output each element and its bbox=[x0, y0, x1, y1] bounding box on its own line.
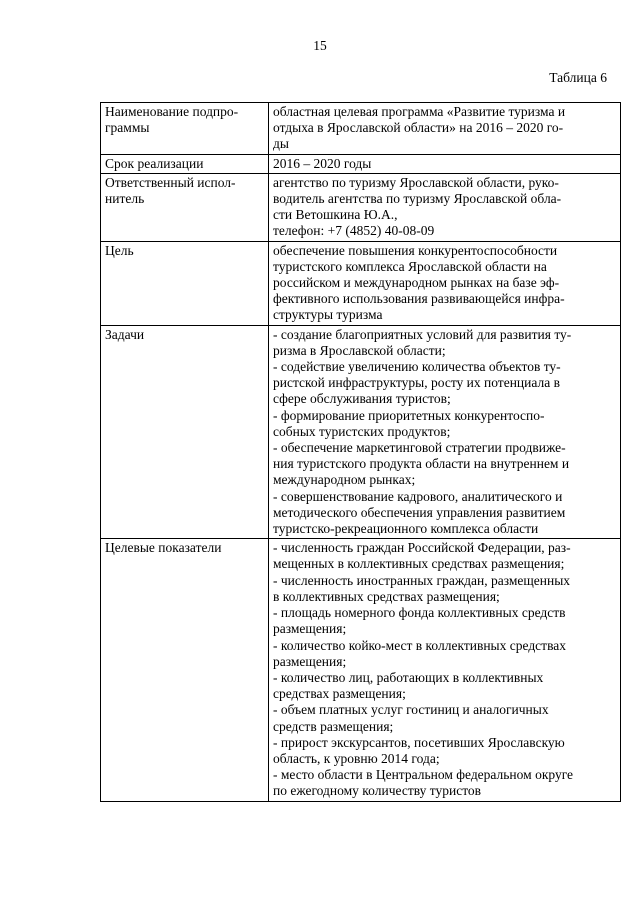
value-line: - создание благоприятных условий для развития ту- bbox=[273, 326, 572, 342]
value-line: область, к уровню 2014 года; bbox=[273, 750, 440, 766]
value-line: областная целевая программа «Развитие туризма и bbox=[273, 104, 566, 119]
row-value bbox=[269, 173, 621, 241]
value-line: - количество лиц, работающих в коллективных bbox=[273, 669, 544, 685]
value-line: средств размещения; bbox=[273, 718, 394, 734]
row-label: Срок реализации bbox=[101, 154, 269, 173]
value-line: - прирост экскурсантов, посетивших Ярославскую bbox=[273, 734, 565, 750]
value-line: - объем платных услуг гостиниц и аналогичных bbox=[273, 702, 549, 718]
value-line: собных туристских продуктов; bbox=[273, 423, 451, 439]
value-line: - формирование приоритетных конкурентоспо- bbox=[273, 407, 545, 423]
row-label: Целевые показатели bbox=[101, 539, 269, 801]
value-line: размещения; bbox=[273, 621, 347, 637]
table-row bbox=[101, 173, 621, 241]
value-line: сти Ветошкина Ю.А., bbox=[273, 207, 398, 223]
value-line: - численность иностранных граждан, размещенных bbox=[273, 572, 571, 588]
row-label: Наименование подпро-граммы bbox=[101, 103, 269, 155]
table-row bbox=[101, 325, 621, 539]
row-value bbox=[269, 539, 621, 801]
row-value bbox=[269, 325, 621, 539]
row-value bbox=[269, 154, 621, 173]
table-row bbox=[101, 154, 621, 173]
value-line: водитель агентства по туризму Ярославской обла- bbox=[273, 191, 562, 207]
value-line: туристско-рекреационного комплекса области bbox=[273, 521, 539, 537]
table-row bbox=[101, 241, 621, 325]
value-line: ния туристского продукта области на внутреннем и bbox=[273, 456, 570, 472]
row-label: Задачи bbox=[101, 325, 269, 539]
value-line: по ежегодному количеству туристов bbox=[273, 783, 482, 799]
value-line: - площадь номерного фонда коллективных средств bbox=[273, 605, 566, 621]
value-line: в коллективных средствах размещения; bbox=[273, 588, 500, 604]
table-caption: Таблица 6 bbox=[549, 70, 607, 85]
value-line: международном рынках; bbox=[273, 472, 416, 488]
value-line: сфере обслуживания туристов; bbox=[273, 391, 451, 407]
value-line: ризма в Ярославской области; bbox=[273, 342, 446, 358]
value-line: отдыха в Ярославской области» на 2016 – 2020 го- bbox=[273, 120, 564, 136]
value-line: средствах размещения; bbox=[273, 686, 406, 702]
value-line: - содействие увеличению количества объектов ту- bbox=[273, 359, 561, 375]
value-line: - количество койко-мест в коллективных средствах bbox=[273, 637, 567, 653]
value-line: агентство по туризму Ярославской области, руко- bbox=[273, 174, 559, 190]
value-line: туристского комплекса Ярославской области на bbox=[273, 258, 547, 274]
page-number: 15 bbox=[313, 38, 327, 53]
value-line: мещенных в коллективных средствах размещения; bbox=[273, 556, 565, 572]
value-line: структуры туризма bbox=[273, 307, 383, 323]
value-line: - совершенствование кадрового, аналитического и bbox=[273, 488, 563, 504]
value-line: - обеспечение маркетинговой стратегии продвиже- bbox=[273, 440, 566, 456]
value-line: обеспечение повышения конкурентоспособности bbox=[273, 242, 558, 258]
row-value bbox=[269, 103, 621, 155]
value-line: - численность граждан Российской Федерации, раз- bbox=[273, 540, 571, 556]
row-label: Цель bbox=[101, 241, 269, 325]
value-line: методического обеспечения управления развитием bbox=[273, 504, 566, 520]
row-label: Ответственный испол-нитель bbox=[101, 173, 269, 241]
value-line: - место области в Центральном федеральном округе bbox=[273, 767, 574, 783]
value-line: российском и международном рынках на базе эф- bbox=[273, 275, 560, 291]
value-line: фективного использования развивающейся инфра- bbox=[273, 291, 565, 307]
row-value bbox=[269, 241, 621, 325]
program-passport-table bbox=[100, 102, 621, 802]
table-body bbox=[101, 103, 621, 802]
value-line: ристской инфраструктуры, росту их потенциала в bbox=[273, 375, 560, 391]
value-line: ды bbox=[273, 136, 289, 152]
value-line: телефон: +7 (4852) 40-08-09 bbox=[273, 223, 435, 239]
table-row bbox=[101, 539, 621, 801]
value-line: 2016 – 2020 годы bbox=[273, 155, 372, 171]
value-line: размещения; bbox=[273, 653, 347, 669]
table-row bbox=[101, 103, 621, 155]
